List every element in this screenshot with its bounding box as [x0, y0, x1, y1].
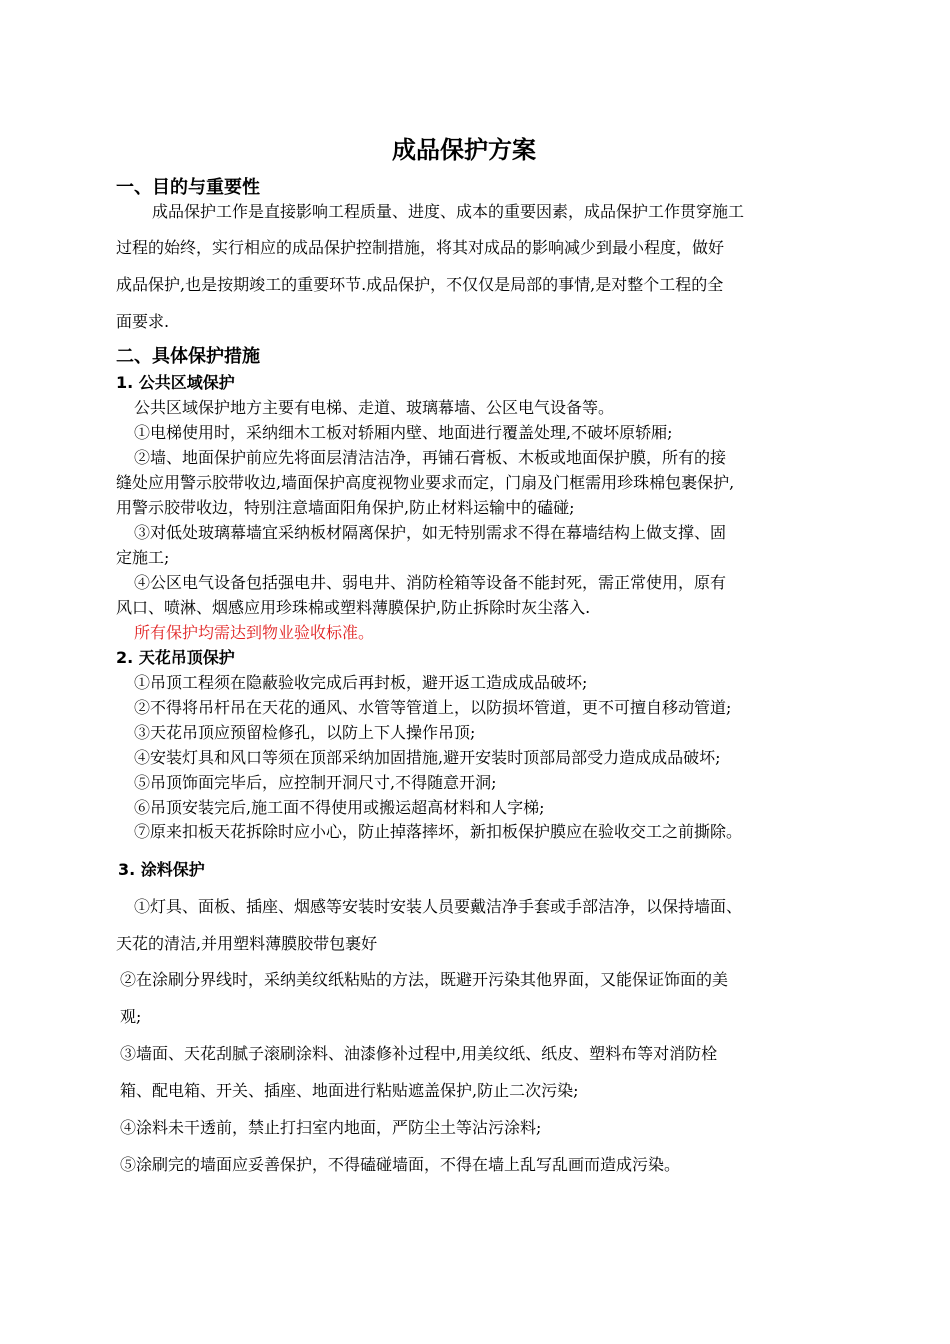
- paragraph-line: ①灯具、面板、插座、烟感等安装时安装人员要戴洁净手套或手部洁净，以保持墙面、: [134, 897, 743, 916]
- paragraph-line: ③墙面、天花刮腻子滚刷涂料、油漆修补过程中,用美纹纸、纸皮、塑料布等对消防栓: [120, 1044, 718, 1063]
- paragraph-line: ①电梯使用时，采纳细木工板对轿厢内壁、地面进行覆盖处理,不破坏原轿厢;: [134, 423, 673, 442]
- acceptance-note: 所有保护均需达到物业验收标准。: [134, 623, 375, 642]
- paragraph-line: 用警示胶带收边，特别注意墙面阳角保护,防止材料运输中的磕碰;: [116, 498, 575, 517]
- paragraph-line: ⑦原来扣板天花拆除时应小心，防止掉落摔坏，新扣板保护膜应在验收交工之前撕除。: [134, 822, 743, 841]
- subsection-heading-1: 1. 公共区域保护: [116, 373, 235, 392]
- paragraph-line: 定施工;: [116, 548, 170, 567]
- paragraph-line: 成品保护,也是按期竣工的重要环节.成品保护，不仅仅是局部的事情,是对整个工程的全: [116, 275, 724, 294]
- paragraph-line: ⑤吊顶饰面完毕后，应控制开洞尺寸,不得随意开洞;: [134, 773, 497, 792]
- paragraph-line: ①吊顶工程须在隐蔽验收完成后再封板，避开返工造成成品破坏;: [134, 673, 588, 692]
- paragraph-line: ④涂料未干透前，禁止打扫室内地面，严防尘土等沾污涂料;: [120, 1118, 542, 1137]
- document-title: 成品保护方案: [392, 135, 536, 164]
- paragraph-line: ⑤涂刷完的墙面应妥善保护，不得磕碰墙面，不得在墙上乱写乱画而造成污染。: [120, 1155, 681, 1174]
- paragraph-line: ②不得将吊杆吊在天花的通风、水管等管道上，以防损坏管道，更不可擅自移动管道;: [134, 698, 732, 717]
- paragraph-line: ④安装灯具和风口等须在顶部采纳加固措施,避开安装时顶部局部受力造成成品破坏;: [134, 748, 721, 767]
- paragraph-line: 过程的始终，实行相应的成品保护控制措施，将其对成品的影响减少到最小程度，做好: [116, 238, 725, 257]
- section-heading-1: 一、目的与重要性: [116, 177, 260, 198]
- paragraph-line: ③天花吊顶应预留检修孔，以防上下人操作吊顶;: [134, 723, 476, 742]
- paragraph-line: ②墙、地面保护前应先将面层清洁洁净，再铺石膏板、木板或地面保护膜，所有的接: [134, 448, 727, 467]
- subsection-heading-2: 2. 天花吊顶保护: [116, 648, 235, 667]
- paragraph-line: ③对低处玻璃幕墙宜采纳板材隔离保护，如无特别需求不得在幕墙结构上做支撑、固: [134, 523, 727, 542]
- paragraph-line: 风口、喷淋、烟感应用珍珠棉或塑料薄膜保护,防止拆除时灰尘落入.: [116, 598, 591, 617]
- section-heading-2: 二、具体保护措施: [116, 346, 260, 367]
- paragraph-line: 缝处应用警示胶带收边,墙面保护高度视物业要求而定，门扇及门框需用珍珠棉包裹保护,: [116, 473, 735, 492]
- paragraph-line: ④公区电气设备包括强电井、弱电井、消防栓箱等设备不能封死，需正常使用，原有: [134, 573, 727, 592]
- paragraph-line: 天花的清洁,并用塑料薄膜胶带包裹好: [116, 934, 378, 953]
- paragraph-line: 观;: [120, 1007, 142, 1026]
- paragraph-line: 面要求.: [116, 312, 170, 331]
- paragraph-line: 箱、配电箱、开关、插座、地面进行粘贴遮盖保护,防止二次污染;: [120, 1081, 579, 1100]
- paragraph-line: 公共区域保护地方主要有电梯、走道、玻璃幕墙、公区电气设备等。: [134, 398, 615, 417]
- paragraph-line: ⑥吊顶安装完后,施工面不得使用或搬运超高材料和人字梯;: [134, 798, 545, 817]
- paragraph-line: 成品保护工作是直接影响工程质量、进度、成本的重要因素，成品保护工作贯穿施工: [152, 202, 745, 221]
- subsection-heading-3: 3. 涂料保护: [118, 860, 205, 879]
- paragraph-line: ②在涂刷分界线时，采纳美纹纸粘贴的方法，既避开污染其他界面，又能保证饰面的美: [120, 970, 729, 989]
